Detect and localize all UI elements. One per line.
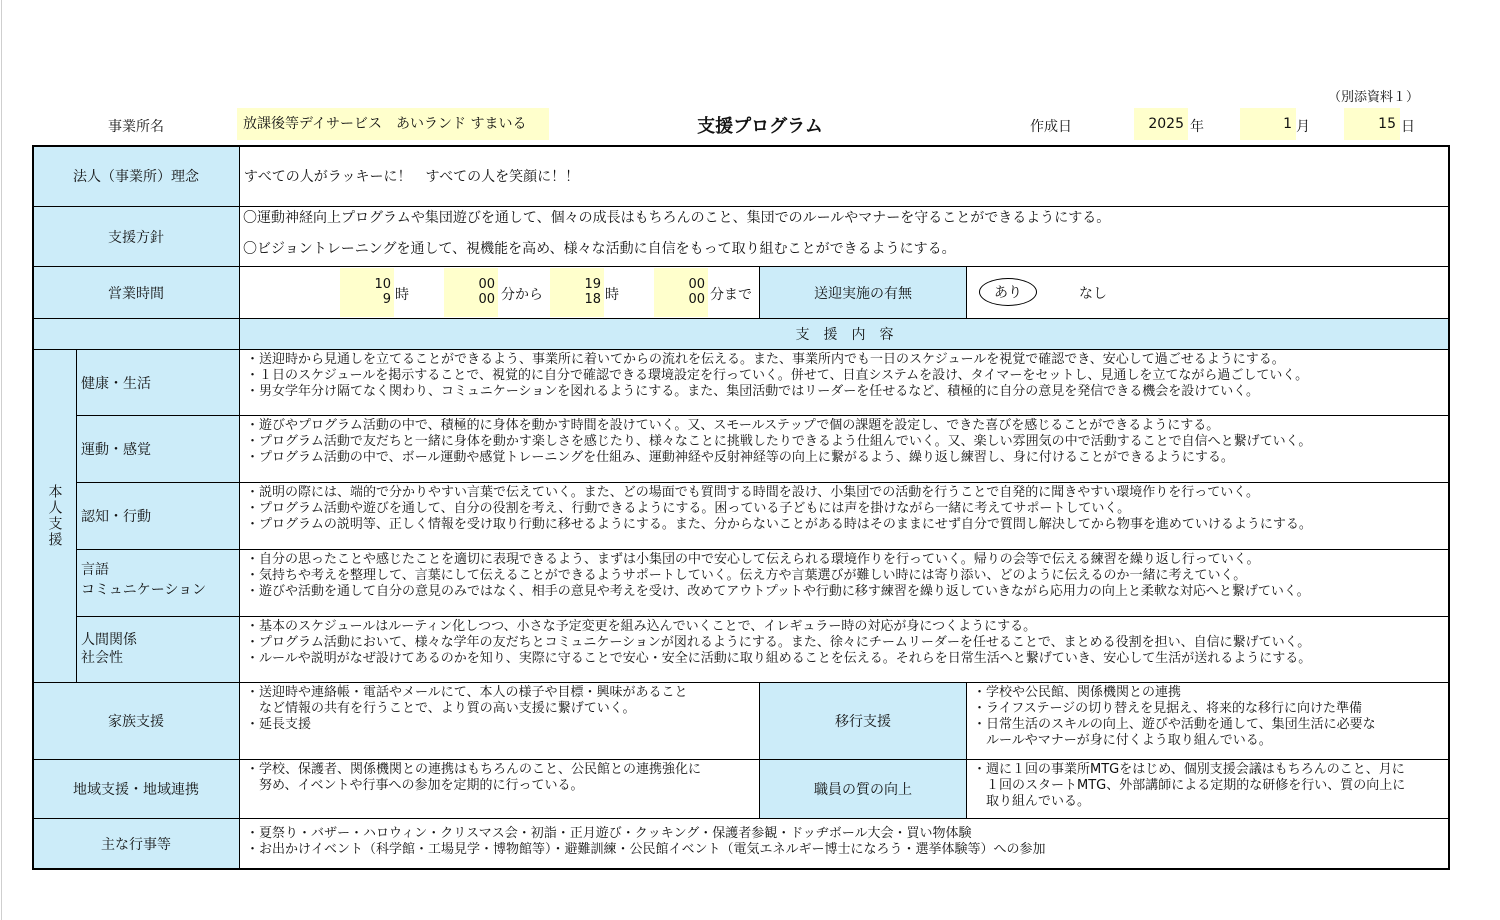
transition-support-label: 移行支援	[759, 682, 967, 760]
created-month: 1	[1240, 108, 1296, 140]
personal-support-label-text: 本人支援	[46, 484, 63, 548]
events-label: 主な行事等	[32, 818, 240, 870]
support-content-header: 支 援 内 容	[239, 318, 1450, 350]
transport-no-option[interactable]: なし	[1079, 286, 1107, 302]
row-text-language: ・自分の思ったことや感じたことを適切に表現できるよう、まずは小集団の中で安心して伝えられる環境作りを行っていく。帰りの会等で伝える練習を繰り返し行っていく。 ・気持ちや考えを整理して、言葉にして伝えることができるようサポートしていく。伝え方や言葉選びが難しい時には寄り添い、どのように伝えるのか一緒に考えていく。 ・遊びや活動を通して自分の意見のみではなく、相手の意見や考えを受け、改めてアウトプットや行動に移す練習を繰り返していきながら応用力の向上と柔軟な対応へと繋げていく。	[239, 549, 1450, 617]
until-unit: 分まで	[710, 287, 752, 303]
family-support-text: ・送迎時や連絡帳・電話やメールにて、本人の様子や目標・興味があること など情報の共有を行うことで、より質の高い支援に繋げていく。 ・延長支援	[239, 682, 760, 760]
transport-yes-option[interactable]: あり	[979, 278, 1037, 306]
personal-support-label	[32, 349, 77, 683]
row-text-motor: ・遊びやプログラム活動の中で、積極的に身体を動かす時間を設けていく。又、スモールステップで個の課題を設定し、できた喜びを感じることができるようにする。 ・プログラム活動で友だちと一緒に身体を動かす楽しさを感じたり、様々なことに挑戦したりできるよう仕組んでいく。又、楽しい雰囲気の中で活動することで自信へと繋げていく。 ・プログラム活動の中で、ボール運動や感覚トレーニングを仕組み、運動神経や反射神経等の向上に繋がるよう、繰り返し練習し、身に付けることができるようにする。	[239, 415, 1450, 483]
created-date-label: 作成日	[1030, 119, 1072, 135]
start-hour-unit: 時	[395, 287, 409, 303]
policy-line-2: 〇ビジョントレーニングを通して、視機能を高め、様々な活動に自信をもって取り組むことができるようにする。	[243, 241, 956, 257]
policy-line-1: 〇運動神経向上プログラムや集団遊びを通して、個々の成長はもちろんのこと、集団でのルールやマナーを守ることができるようにする。	[243, 210, 1111, 226]
facility-name: 放課後等デイサービス あいランド すまいる	[237, 108, 549, 140]
community-support-text: ・学校、保護者、関係機関との連携はもちろんのこと、公民館との連携強化に 努め、イベントや行事への参加を定期的に行っている。	[239, 759, 760, 819]
reference-note: （別添資料１）	[1328, 90, 1420, 105]
end-hour-unit: 時	[605, 287, 619, 303]
end-hour-primary: 19	[584, 277, 601, 292]
end-minute-secondary: 00	[688, 292, 705, 307]
end-hour-secondary: 18	[584, 292, 601, 307]
policy-label: 支援方針	[32, 206, 240, 267]
policy-cell	[239, 206, 1450, 267]
community-support-label: 地域支援・地域連携	[32, 759, 240, 819]
start-hour	[340, 268, 394, 317]
transport-label: 送迎実施の有無	[759, 266, 967, 319]
end-minute	[654, 268, 708, 317]
hours-cell	[239, 266, 760, 319]
end-hour	[550, 268, 604, 317]
transport-cell	[966, 266, 1450, 319]
philosophy-label: 法人（事業所）理念	[32, 145, 240, 207]
row-text-cognition: ・説明の際には、端的で分かりやすい言葉で伝えていく。また、どの場面でも質問する時間を設け、小集団での活動を行うことで自発的に聞きやすい環境作りを行っていく。 ・プログラム活動や遊びを通して、自分の役割を考え、行動できるようにする。困っている子どもには声を掛けながら一緒に考えてサポートしていく。 ・プログラムの説明等、正しく情報を受け取り行動に移せるようにする。また、分からないことがある時はそのままにせず自分で質問し解決してから物事を進めていけるようにする。	[239, 482, 1450, 550]
start-hour-primary: 10	[374, 277, 391, 292]
facility-label: 事業所名	[108, 119, 164, 135]
transition-support-text: ・学校や公民館、関係機関との連携 ・ライフステージの切り替えを見据え、将来的な移行に向けた準備 ・日常生活のスキルの向上、遊びや活動を通して、集団生活に必要な ルールやマナーが身に付くよう取り組んでいる。	[966, 682, 1450, 760]
page-title: 支援プログラム	[697, 116, 823, 137]
start-hour-secondary: 9	[382, 292, 391, 307]
philosophy-text: すべての人がラッキーに！ すべての人を笑顔に！！	[239, 145, 1450, 207]
created-year: 2025	[1134, 108, 1188, 140]
row-label-health: 健康・生活	[76, 349, 240, 416]
from-unit: 分から	[501, 287, 543, 303]
row-label-language: 言語 コミュニケーション	[76, 549, 240, 617]
end-minute-primary: 00	[688, 277, 705, 292]
events-text: ・夏祭り・バザー・ハロウィン・クリスマス会・初詣・正月遊び・クッキング・保護者参観・ドッヂボール大会・買い物体験 ・お出かけイベント（科学館・工場見学・博物館等）・避難訓練・公民館イベント（電気エネルギー博士になろう・選挙体験等）への参加	[239, 818, 1450, 870]
support-header-blank	[32, 318, 240, 350]
year-unit: 年	[1190, 119, 1204, 135]
start-minute	[444, 268, 498, 317]
day-unit: 日	[1401, 119, 1415, 135]
staff-quality-label: 職員の質の向上	[759, 759, 967, 819]
month-unit: 月	[1296, 119, 1310, 135]
row-label-social: 人間関係 社会性	[76, 616, 240, 683]
hours-label: 営業時間	[32, 266, 240, 319]
page-edge-line	[1, 0, 2, 920]
row-text-social: ・基本のスケジュールはルーティン化しつつ、小さな予定変更を組み込んでいくことで、イレギュラー時の対応が身につくようにする。 ・プログラム活動において、様々な学年の友だちとコミュニケーションが図れるようにする。また、徐々にチームリーダーを任せることで、まとめる役割を担い、自信に繋げていく。 ・ルールや説明がなぜ設けてあるのかを知り、実際に守ることで安心・安全に活動に取り組めることを伝える。それらを日常生活へと繋げていき、安心して生活が送れるようにする。	[239, 616, 1450, 683]
start-minute-secondary: 00	[478, 292, 495, 307]
staff-quality-text: ・週に１回の事業所MTGをはじめ、個別支援会議はもちろんのこと、月に １回のスタートMTG、外部講師による定期的な研修を行い、質の向上に 取り組んでいる。	[966, 759, 1450, 819]
row-label-cognition: 認知・行動	[76, 482, 240, 550]
created-day: 15	[1344, 108, 1400, 140]
family-support-label: 家族支援	[32, 682, 240, 760]
row-text-health: ・送迎時から見通しを立てることができるよう、事業所に着いてからの流れを伝える。また、事業所内でも一日のスケジュールを視覚で確認でき、安心して過ごせるようにする。 ・１日のスケジュールを掲示することで、視覚的に自分で確認できる環境設定を行っていく。併せて、日直システムを設け、タイマーをセットし、見通しを立てながら過ごしていく。 ・男女学年分け隔てなく関わり、コミュニケーションを図れるようにする。また、集団活動ではリーダーを任せるなど、積極的に自分の意見を発信できる機会を設けていく。	[239, 349, 1450, 416]
support-program-table	[32, 145, 1450, 870]
row-label-motor: 運動・感覚	[76, 415, 240, 483]
start-minute-primary: 00	[478, 277, 495, 292]
